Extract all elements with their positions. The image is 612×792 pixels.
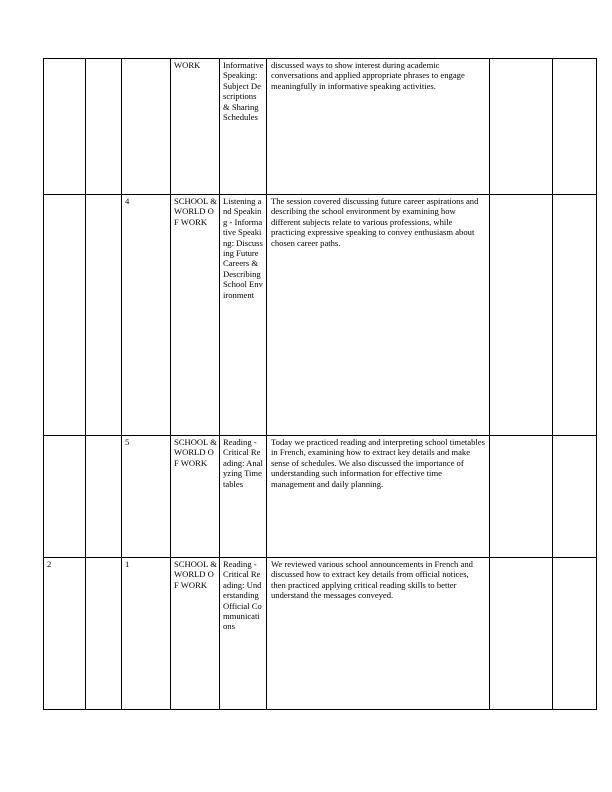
blank-cell — [490, 558, 553, 710]
blank-cell — [553, 436, 597, 558]
table-row — [44, 195, 597, 436]
blank-cell — [553, 195, 597, 436]
week-cell — [44, 195, 86, 436]
lesson-plan-table — [43, 58, 597, 710]
strand-cell: WORK — [171, 59, 220, 195]
blank-cell — [86, 59, 122, 195]
table-row — [44, 436, 597, 558]
blank-cell — [86, 436, 122, 558]
reflection-cell: We reviewed various school announcements in French and discussed how to extract key details from official notices, then practiced applying critical reading skills to better understand the messages conveyed. — [267, 558, 490, 710]
lesson-cell: 4 — [122, 195, 171, 436]
strand-cell: SCHOOL & WORLD OF WORK — [171, 195, 220, 436]
reflection-cell: The session covered discussing future career aspirations and describing the school environment by examining how different subjects relate to various professions, while practicing expressive speaking to convey enthusiasm about chosen career paths. — [267, 195, 490, 436]
week-cell — [44, 59, 86, 195]
reflection-cell: Today we practiced reading and interpreting school timetables in French, examining how to extract key details and make sense of schedules. We also discussed the importance of understanding such information for effective time management and daily planning. — [267, 436, 490, 558]
blank-cell — [553, 558, 597, 710]
reflection-cell: discussed ways to show interest during academic conversations and applied appropriate phrases to engage meaningfully in informative speaking activities. — [267, 59, 490, 195]
week-cell — [44, 436, 86, 558]
sub-strand-cell: Informative Speaking: Subject Descriptions & Sharing Schedules — [220, 59, 267, 195]
week-cell: 2 — [44, 558, 86, 710]
strand-cell: SCHOOL & WORLD OF WORK — [171, 436, 220, 558]
blank-cell — [86, 195, 122, 436]
table-row — [44, 59, 597, 195]
blank-cell — [490, 195, 553, 436]
lesson-cell: 5 — [122, 436, 171, 558]
sub-strand-cell: Reading - Critical Reading: Understanding Official Communications — [220, 558, 267, 710]
sub-strand-cell: Listening and Speaking - Informative Speaking: Discussing Future Careers & Describing School Environment — [220, 195, 267, 436]
blank-cell — [86, 558, 122, 710]
blank-cell — [490, 59, 553, 195]
lesson-cell — [122, 59, 171, 195]
table-row — [44, 558, 597, 710]
blank-cell — [553, 59, 597, 195]
sub-strand-cell: Reading - Critical Reading: Analyzing Timetables — [220, 436, 267, 558]
blank-cell — [490, 436, 553, 558]
lesson-cell: 1 — [122, 558, 171, 710]
strand-cell: SCHOOL & WORLD OF WORK — [171, 558, 220, 710]
